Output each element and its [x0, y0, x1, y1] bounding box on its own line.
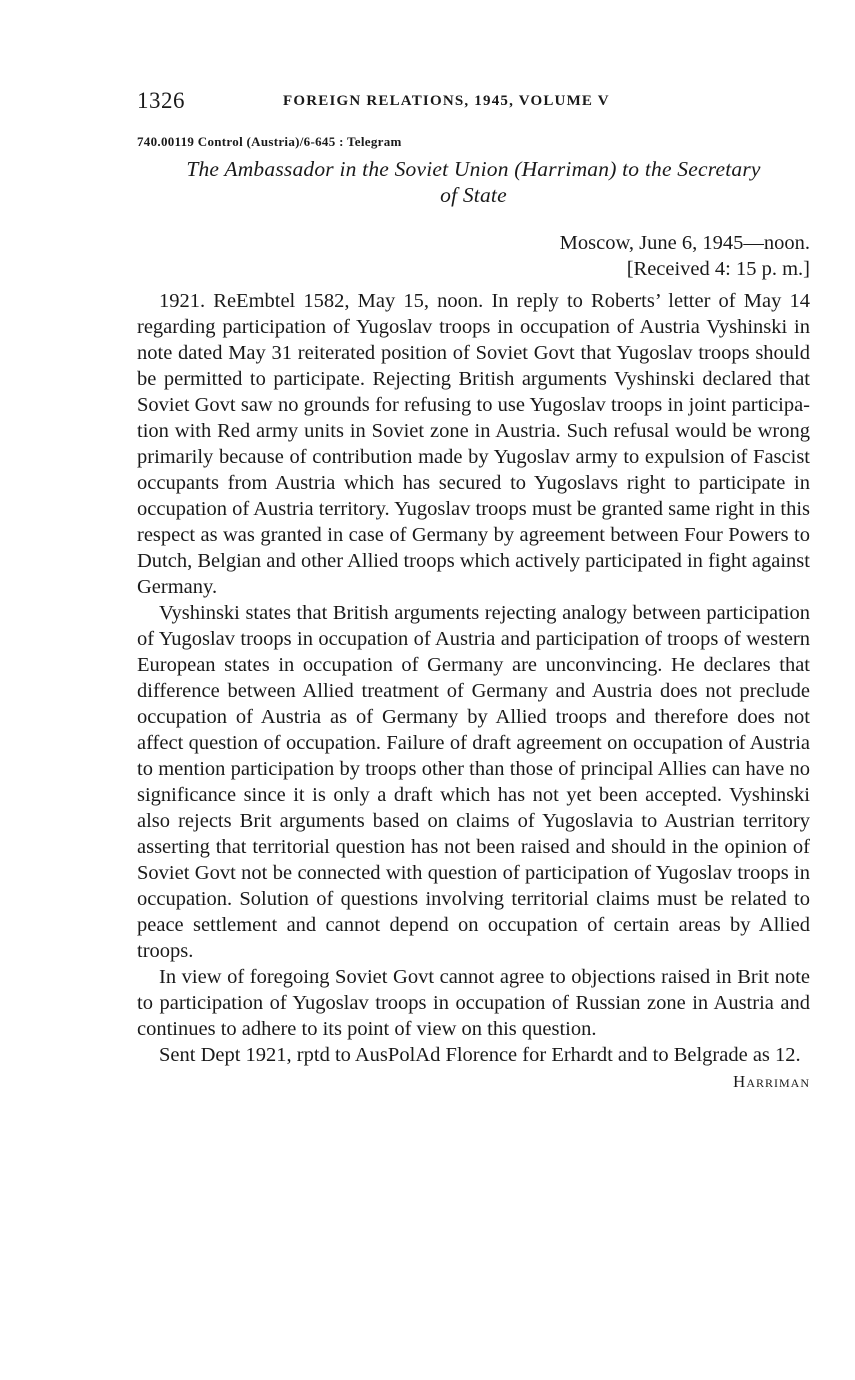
paragraph-3: In view of foregoing Soviet Govt cannot agree to objections raised in Brit note to participation of Yugoslav troops in occupation of Russian zone in Austria and continues to adhere to its point of view on this question.: [137, 966, 810, 1040]
document-title-line-2: of State: [440, 183, 507, 207]
paragraph-1: 1921. ReEmbtel 1582, May 15, noon. In reply to Roberts’ letter of May 14 regarding participation of Yugoslav troops in occupation of Austria Vyshinski in note dated May 31 reiterated position of Soviet Govt that Yugoslav troops should be permitted to participate. Rejecting British arguments Vyshinski declared that Soviet Govt saw no grounds for refusing to use Yugoslav troops in joint participation with Red army units in Soviet zone in Austria. Such refusal would be wrong primarily because of contribution made by Yugoslav army to expulsion of Fascist occupants from Austria which has secured to Yugoslavs right to participate in occupation of Austria territory. Yugoslav troops must be granted same right in this respect as was granted in case of Germany by agreement between Four Powers to Dutch, Belgian and other Allied troops which actively participated in fight against Germany.: [137, 290, 810, 598]
dateline-block: [137, 230, 810, 282]
paragraph-4: Sent Dept 1921, rptd to AusPolAd Florence for Erhardt and to Belgrade as 12.: [159, 1044, 801, 1066]
running-title: FOREIGN RELATIONS, 1945, VOLUME V: [283, 93, 610, 109]
paragraph-2: Vyshinski states that British arguments rejecting analogy between participation of Yugoslav troops in occupation of Austria and participation of troops of western European states in occupation of Germany are unconvincing. He declares that difference between Allied treatment of Germany and Austria does not preclude occupation of Austria as of Germany by Allied troops and therefore does not affect question of occupation. Failure of draft agreement on occupation of Austria to mention participation by troops other than those of principal Allies can have no significance since it is only a draft which has not yet been accepted. Vyshinski also rejects Brit arguments based on claims of Yugoslavia to Austrian territory asserting that territorial question has not been raised and should in the opinion of Soviet Govt not be connected with question of participation of Yugoslav troops in occupation. Solution of questions involving territorial claims must be related to peace settlement and cannot depend on occupation of certain areas by Allied troops.: [137, 602, 810, 962]
dateline: Moscow, June 6, 1945—noon.: [559, 232, 810, 254]
received-note: [Received 4: 15 p. m.]: [626, 258, 810, 280]
page-number: 1326: [137, 88, 185, 113]
document-title-line-1: The Ambassador in the Soviet Union (Harriman) to the Secretary: [186, 157, 761, 181]
signature: Harriman: [733, 1072, 810, 1091]
document-page: [137, 84, 810, 1092]
file-reference: 740.00119 Control (Austria)/6-645 : Telegram: [137, 134, 402, 149]
telegram-body: [137, 288, 810, 1068]
running-header: [137, 84, 810, 118]
document-title: [137, 156, 810, 208]
